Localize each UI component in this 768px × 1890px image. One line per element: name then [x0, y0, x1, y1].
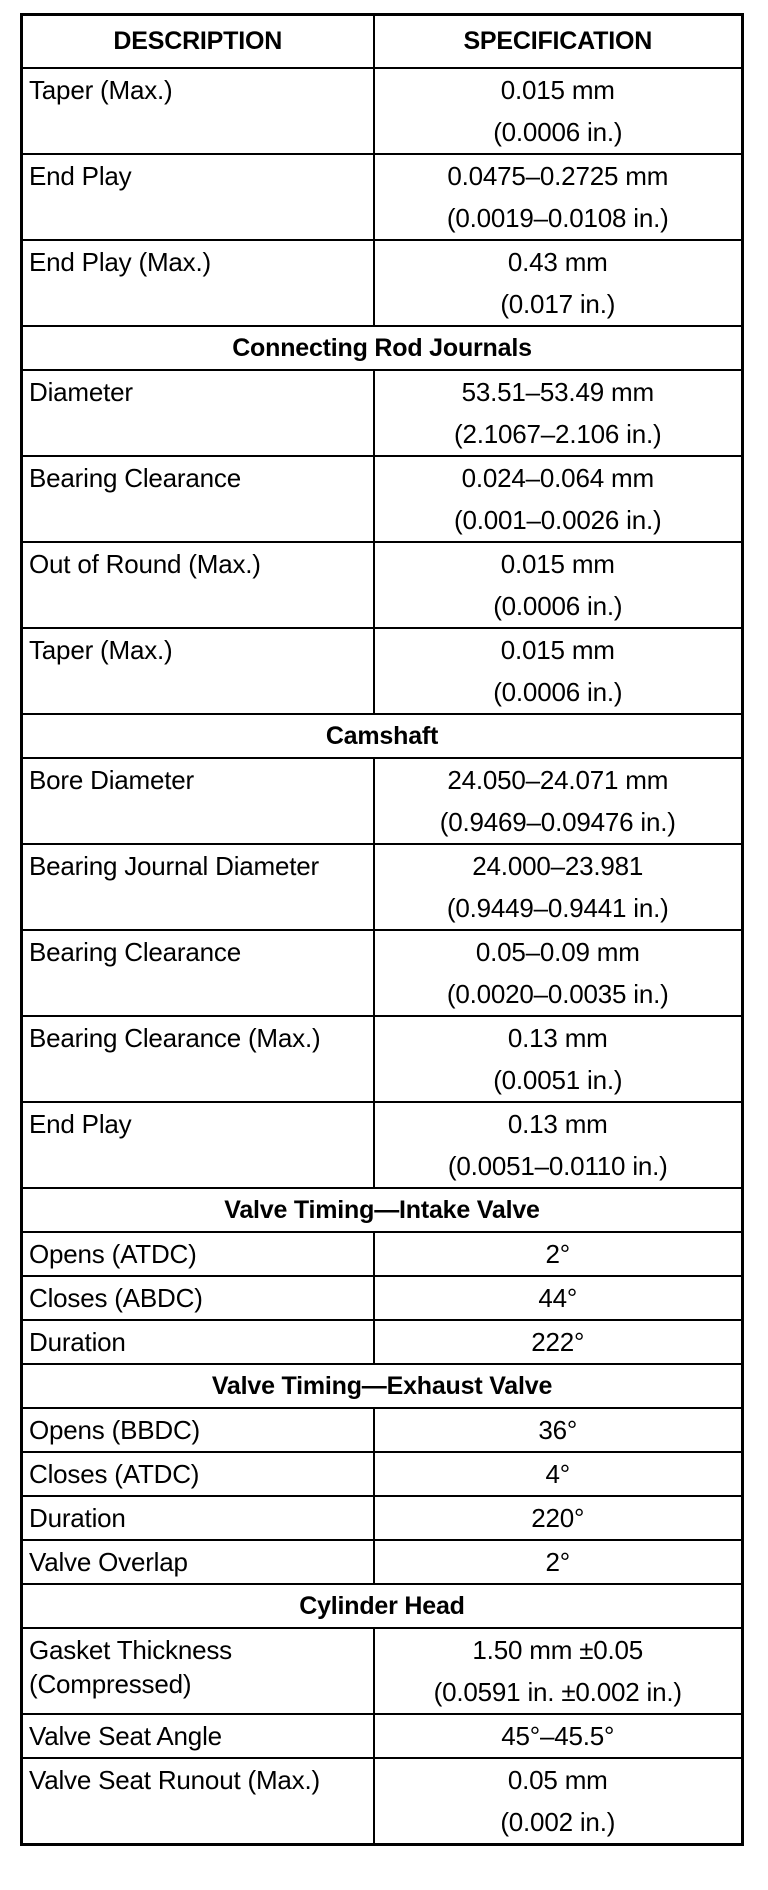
section-header-row: [22, 714, 743, 758]
specification-cell: [374, 1496, 743, 1540]
description-text: Closes (ABDC): [29, 1283, 203, 1313]
specification-cell: [374, 154, 743, 240]
table-row: [22, 1276, 743, 1320]
description-cell: [22, 240, 374, 326]
spec-imperial: (0.9449–0.9441 in.): [446, 893, 669, 923]
spec-imperial: (0.0020–0.0035 in.): [446, 979, 669, 1009]
description-cell: [22, 1496, 374, 1540]
specification-cell: [374, 68, 743, 154]
description-cell: [22, 1452, 374, 1496]
description-text: Bearing Journal Diameter: [29, 851, 320, 881]
description-cell: [22, 1102, 374, 1188]
spec-imperial: (0.0019–0.0108 in.): [446, 203, 669, 233]
table-row: [22, 628, 743, 714]
specification-cell: [374, 1408, 743, 1452]
description-cell: [22, 1408, 374, 1452]
section-header-row: [22, 1364, 743, 1408]
specification-cell: [374, 240, 743, 326]
section-header-row: [22, 1188, 743, 1232]
table-row: [22, 1408, 743, 1452]
description-text: Closes (ATDC): [29, 1459, 200, 1489]
spec-metric: 53.51–53.49 mm: [461, 377, 654, 407]
spec-metric: 2°: [545, 1547, 570, 1577]
specification-cell: [374, 542, 743, 628]
spec-metric: 24.000–23.981: [472, 851, 644, 881]
description-text: Opens (ATDC): [29, 1239, 197, 1269]
description-cell: [22, 1540, 374, 1584]
specification-cell: [374, 456, 743, 542]
specification-cell: [374, 1276, 743, 1320]
spec-metric: 0.13 mm: [507, 1023, 608, 1053]
description-cell: [22, 1714, 374, 1758]
specification-cell: [374, 370, 743, 456]
description-text: Bearing Clearance: [29, 937, 241, 967]
description-text: Bearing Clearance (Max.): [29, 1023, 321, 1053]
specification-cell: [374, 1714, 743, 1758]
column-header-specification: SPECIFICATION: [374, 15, 743, 69]
description-cell: [22, 1232, 374, 1276]
description-cell: [22, 1320, 374, 1364]
description-cell: [22, 628, 374, 714]
table-row: [22, 1714, 743, 1758]
table-row: [22, 68, 743, 154]
table-row: [22, 1758, 743, 1845]
spec-metric: 0.05 mm: [507, 1765, 608, 1795]
table-row: [22, 1496, 743, 1540]
description-cell: [22, 542, 374, 628]
table-row: [22, 1102, 743, 1188]
table-row: [22, 154, 743, 240]
description-cell: [22, 1016, 374, 1102]
spec-metric: 4°: [545, 1459, 570, 1489]
specification-cell: [374, 1540, 743, 1584]
specification-cell: [374, 1758, 743, 1845]
section-title: Camshaft: [22, 714, 743, 758]
specification-cell: [374, 844, 743, 930]
table-row: [22, 542, 743, 628]
table-row: [22, 456, 743, 542]
description-text: Taper (Max.): [29, 75, 173, 105]
table-row: [22, 1452, 743, 1496]
table-row: [22, 844, 743, 930]
specification-cell: [374, 1452, 743, 1496]
table-row: [22, 1320, 743, 1364]
table-row: [22, 370, 743, 456]
description-text: Duration: [29, 1327, 126, 1357]
description-text: Valve Overlap: [29, 1547, 188, 1577]
spec-imperial: (0.0051–0.0110 in.): [447, 1151, 668, 1181]
spec-metric: 36°: [538, 1415, 578, 1445]
spec-imperial: (0.0051 in.): [493, 1065, 623, 1095]
description-cell: [22, 930, 374, 1016]
specification-cell: [374, 1102, 743, 1188]
section-header-row: [22, 326, 743, 370]
section-title: Cylinder Head: [22, 1584, 743, 1628]
description-cell: [22, 370, 374, 456]
table-row: [22, 1232, 743, 1276]
table-row: [22, 1016, 743, 1102]
spec-metric: 220°: [531, 1503, 585, 1533]
specification-cell: [374, 1628, 743, 1714]
spec-imperial: (0.0006 in.): [493, 117, 623, 147]
specification-cell: [374, 758, 743, 844]
specification-cell: [374, 1320, 743, 1364]
description-text: End Play: [29, 1109, 132, 1139]
description-text: Gasket Thickness (Compressed): [29, 1635, 232, 1699]
spec-metric: 0.015 mm: [500, 549, 615, 579]
spec-metric: 0.43 mm: [507, 247, 608, 277]
spec-imperial: (0.017 in.): [500, 289, 616, 319]
spec-metric: 0.13 mm: [507, 1109, 608, 1139]
description-text: Valve Seat Angle: [29, 1721, 222, 1751]
table-row: [22, 758, 743, 844]
description-text: End Play (Max.): [29, 247, 211, 277]
description-text: Opens (BBDC): [29, 1415, 200, 1445]
table-header-row: [22, 15, 743, 69]
table-row: [22, 1628, 743, 1714]
table-row: [22, 930, 743, 1016]
spec-metric: 24.050–24.071 mm: [447, 765, 669, 795]
spec-imperial: (0.0591 in. ±0.002 in.): [433, 1677, 682, 1707]
spec-imperial: (0.001–0.0026 in.): [454, 505, 662, 535]
column-header-description: DESCRIPTION: [22, 15, 374, 69]
specification-table: [20, 13, 744, 1846]
spec-metric: 0.024–0.064 mm: [461, 463, 654, 493]
description-cell: [22, 456, 374, 542]
spec-metric: 0.0475–0.2725 mm: [447, 161, 669, 191]
spec-metric: 1.50 mm ±0.05: [472, 1635, 644, 1665]
spec-metric: 222°: [531, 1327, 585, 1357]
spec-metric: 45°–45.5°: [501, 1721, 615, 1751]
spec-metric: 0.015 mm: [500, 75, 615, 105]
description-cell: [22, 844, 374, 930]
description-cell: [22, 1628, 374, 1714]
description-cell: [22, 68, 374, 154]
description-text: Out of Round (Max.): [29, 549, 261, 579]
section-title: Valve Timing—Intake Valve: [22, 1188, 743, 1232]
spec-metric: 44°: [538, 1283, 578, 1313]
specification-cell: [374, 1232, 743, 1276]
table-row: [22, 1540, 743, 1584]
section-header-row: [22, 1584, 743, 1628]
spec-imperial: (0.0006 in.): [493, 677, 623, 707]
specification-cell: [374, 628, 743, 714]
description-text: Diameter: [29, 377, 133, 407]
spec-metric: 0.015 mm: [500, 635, 615, 665]
description-text: Bearing Clearance: [29, 463, 241, 493]
spec-imperial: (2.1067–2.106 in.): [454, 419, 662, 449]
spec-imperial: (0.0006 in.): [493, 591, 623, 621]
table-body: [22, 68, 743, 1845]
section-title: Connecting Rod Journals: [22, 326, 743, 370]
table-row: [22, 240, 743, 326]
specification-cell: [374, 1016, 743, 1102]
spec-imperial: (0.002 in.): [500, 1807, 616, 1837]
description-text: Duration: [29, 1503, 126, 1533]
description-text: Valve Seat Runout (Max.): [29, 1765, 320, 1795]
spec-metric: 2°: [545, 1239, 570, 1269]
spec-imperial: (0.9469–0.09476 in.): [439, 807, 676, 837]
description-cell: [22, 1758, 374, 1845]
description-cell: [22, 758, 374, 844]
description-cell: [22, 154, 374, 240]
section-title: Valve Timing—Exhaust Valve: [22, 1364, 743, 1408]
description-text: End Play: [29, 161, 132, 191]
description-cell: [22, 1276, 374, 1320]
specification-cell: [374, 930, 743, 1016]
description-text: Taper (Max.): [29, 635, 173, 665]
description-text: Bore Diameter: [29, 765, 195, 795]
spec-metric: 0.05–0.09 mm: [475, 937, 640, 967]
